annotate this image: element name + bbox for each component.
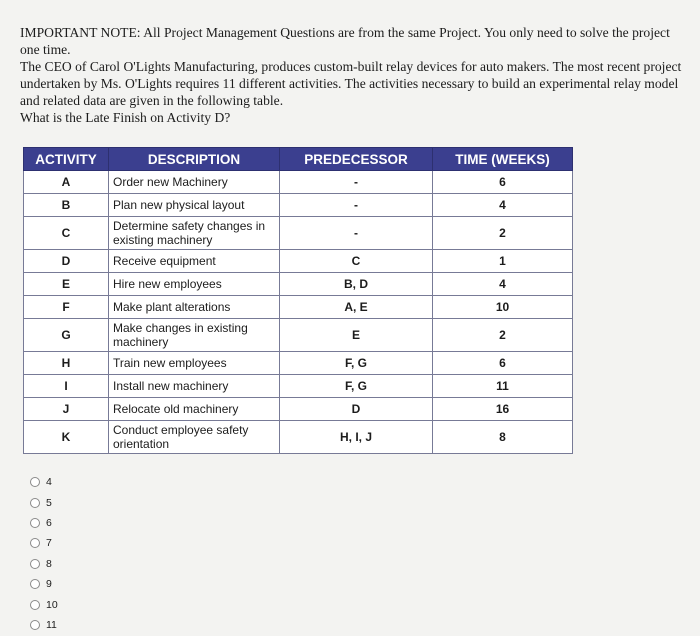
answer-option-5[interactable] (30, 492, 58, 512)
table-row (24, 194, 573, 217)
time-cell: 16 (433, 398, 573, 421)
table-row (24, 421, 573, 454)
answer-options (30, 472, 58, 635)
option-label: 7 (46, 537, 52, 550)
table-row (24, 250, 573, 273)
predecessor-cell: - (280, 171, 433, 194)
table-row (24, 217, 573, 250)
predecessor-cell: - (280, 194, 433, 217)
option-label: 10 (46, 598, 58, 611)
activity-cell: C (24, 217, 109, 250)
description-cell: Conduct employee safety orientation (109, 421, 280, 454)
important-note: IMPORTANT NOTE: All Project Management Questions are from the same Project. You only need to solve the project one time. (20, 25, 670, 57)
option-label: 8 (46, 557, 52, 570)
activity-cell: B (24, 194, 109, 217)
activity-cell: G (24, 319, 109, 352)
radio-button[interactable] (30, 518, 40, 528)
time-cell: 2 (433, 319, 573, 352)
description-cell: Order new Machinery (109, 171, 280, 194)
description-cell: Train new employees (109, 352, 280, 375)
answer-option-4[interactable] (30, 472, 58, 492)
answer-option-9[interactable] (30, 574, 58, 594)
radio-button[interactable] (30, 620, 40, 630)
activity-cell: H (24, 352, 109, 375)
description-cell: Plan new physical layout (109, 194, 280, 217)
predecessor-cell: - (280, 217, 433, 250)
predecessor-cell: B, D (280, 273, 433, 296)
description-cell: Hire new employees (109, 273, 280, 296)
radio-button[interactable] (30, 477, 40, 487)
predecessor-cell: A, E (280, 296, 433, 319)
time-cell: 8 (433, 421, 573, 454)
table-row (24, 319, 573, 352)
predecessor-cell: C (280, 250, 433, 273)
answer-option-6[interactable] (30, 513, 58, 533)
header-time: TIME (WEEKS) (433, 148, 573, 171)
description-cell: Make changes in existing machinery (109, 319, 280, 352)
question-text (20, 24, 690, 126)
predecessor-cell: D (280, 398, 433, 421)
table-row (24, 375, 573, 398)
option-label: 9 (46, 578, 52, 591)
activity-cell: E (24, 273, 109, 296)
header-activity: ACTIVITY (24, 148, 109, 171)
time-cell: 2 (433, 217, 573, 250)
time-cell: 6 (433, 171, 573, 194)
radio-button[interactable] (30, 579, 40, 589)
table-header-row (24, 148, 573, 171)
time-cell: 10 (433, 296, 573, 319)
header-description: DESCRIPTION (109, 148, 280, 171)
description-cell: Install new machinery (109, 375, 280, 398)
description-cell: Make plant alterations (109, 296, 280, 319)
activity-cell: D (24, 250, 109, 273)
answer-option-11[interactable] (30, 615, 58, 635)
time-cell: 11 (433, 375, 573, 398)
activity-cell: I (24, 375, 109, 398)
answer-option-10[interactable] (30, 594, 58, 614)
activity-table (23, 147, 573, 454)
activity-cell: K (24, 421, 109, 454)
activity-cell: A (24, 171, 109, 194)
time-cell: 4 (433, 273, 573, 296)
description-cell: Determine safety changes in existing machinery (109, 217, 280, 250)
time-cell: 4 (433, 194, 573, 217)
table-row (24, 398, 573, 421)
predecessor-cell: E (280, 319, 433, 352)
time-cell: 1 (433, 250, 573, 273)
option-label: 6 (46, 516, 52, 529)
option-label: 4 (46, 476, 52, 489)
table-row (24, 273, 573, 296)
table-row (24, 296, 573, 319)
radio-button[interactable] (30, 538, 40, 548)
time-cell: 6 (433, 352, 573, 375)
header-predecessor: PREDECESSOR (280, 148, 433, 171)
answer-option-7[interactable] (30, 533, 58, 553)
description-cell: Relocate old machinery (109, 398, 280, 421)
answer-option-8[interactable] (30, 554, 58, 574)
option-label: 5 (46, 496, 52, 509)
option-label: 11 (46, 618, 57, 631)
table-row (24, 352, 573, 375)
description-cell: Receive equipment (109, 250, 280, 273)
radio-button[interactable] (30, 600, 40, 610)
table-row (24, 171, 573, 194)
question-prompt: What is the Late Finish on Activity D? (20, 110, 231, 125)
activity-cell: F (24, 296, 109, 319)
predecessor-cell: H, I, J (280, 421, 433, 454)
radio-button[interactable] (30, 559, 40, 569)
predecessor-cell: F, G (280, 352, 433, 375)
predecessor-cell: F, G (280, 375, 433, 398)
activity-cell: J (24, 398, 109, 421)
problem-statement: The CEO of Carol O'Lights Manufacturing, produces custom-built relay devices for auto makers. The most recent project undertaken by Ms. O'Lights requires 11 different activities. The activities necessary to build an experimental relay model and related data are given in the following table. (20, 59, 682, 108)
radio-button[interactable] (30, 498, 40, 508)
